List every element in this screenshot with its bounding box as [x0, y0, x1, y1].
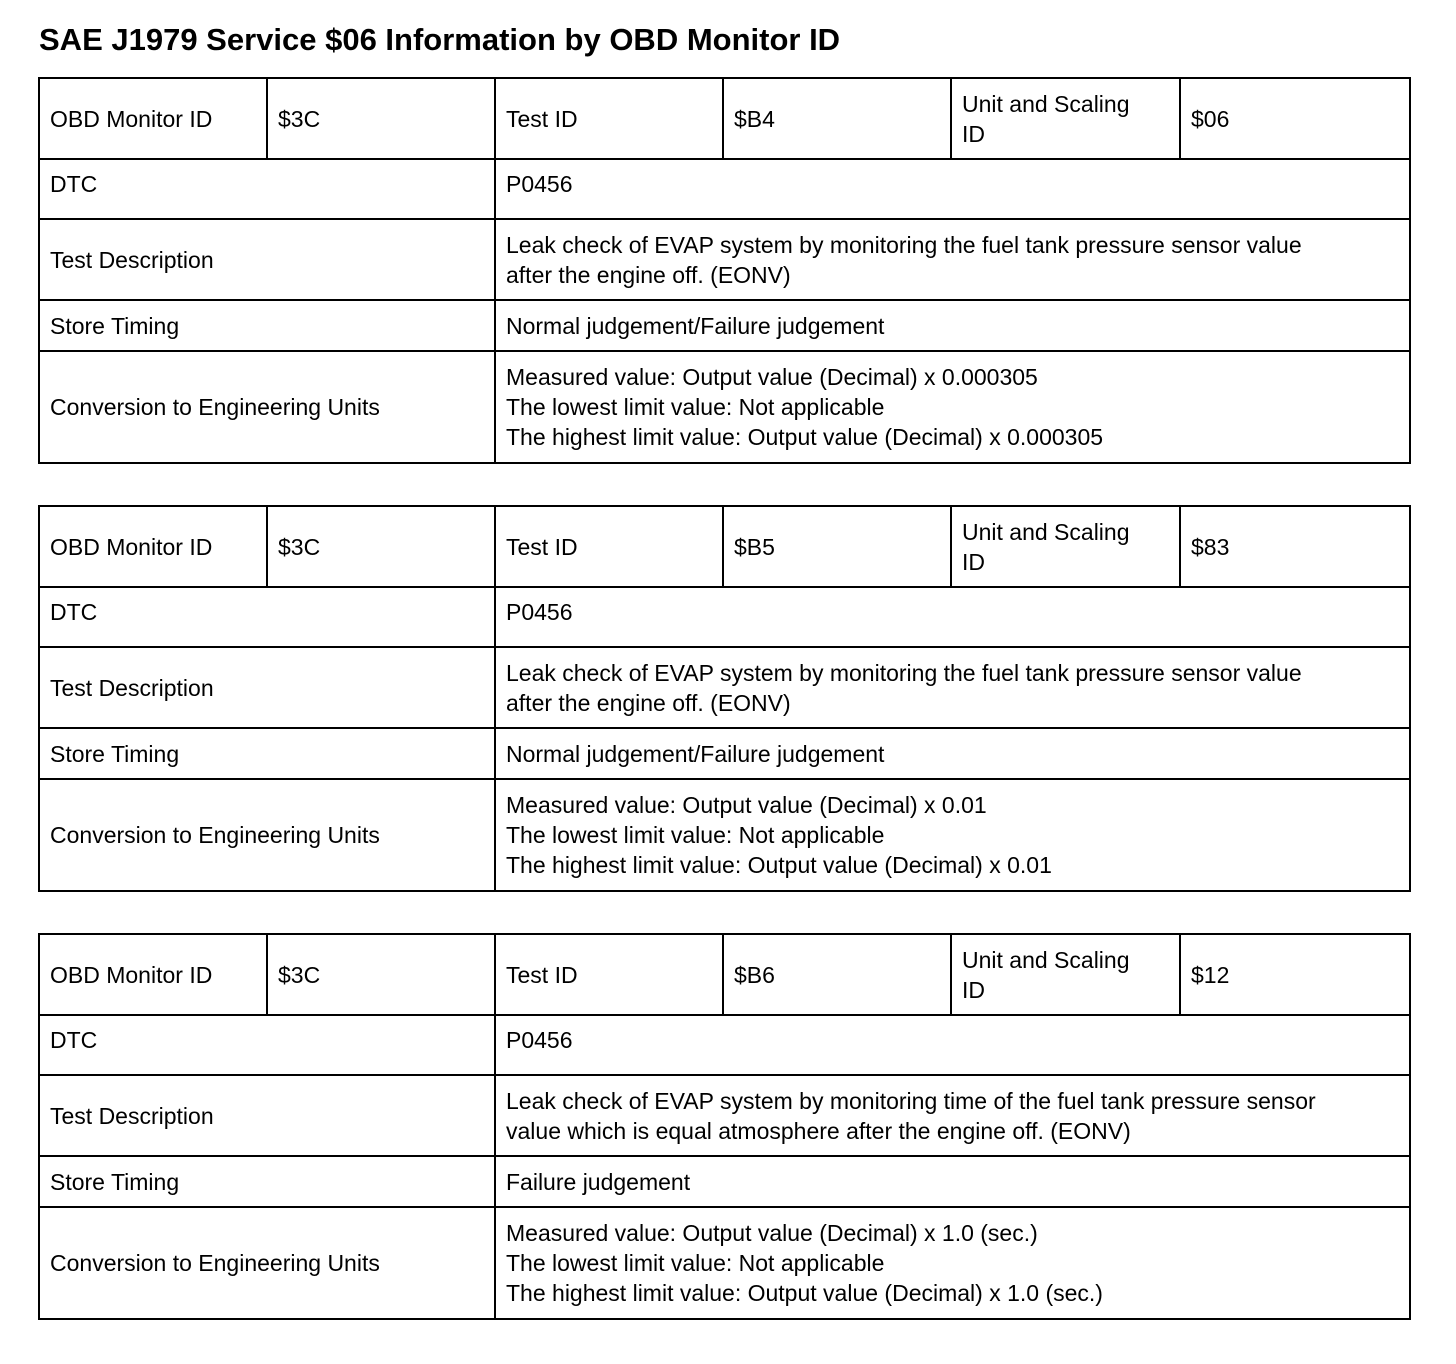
- conversion-label: Conversion to Engineering Units: [39, 351, 495, 463]
- conversion-label: Conversion to Engineering Units: [39, 779, 495, 891]
- conversion-label: Conversion to Engineering Units: [39, 1207, 495, 1319]
- service-06-table: [38, 933, 1411, 1320]
- test-description-row: [39, 219, 1410, 300]
- test-id-label: Test ID: [495, 506, 723, 587]
- conversion-row: [39, 779, 1410, 891]
- dtc-value: P0456: [495, 587, 1410, 647]
- test-id-label: Test ID: [495, 78, 723, 159]
- unit-scaling-id-label: Unit and Scaling ID: [951, 934, 1180, 1015]
- dtc-value: P0456: [495, 159, 1410, 219]
- dtc-row: [39, 1015, 1410, 1075]
- test-description-label: Test Description: [39, 1075, 495, 1156]
- obd-monitor-id-value: $3C: [267, 506, 495, 587]
- store-timing-value: Failure judgement: [495, 1156, 1410, 1207]
- page-title: SAE J1979 Service $06 Information by OBD Monitor ID: [39, 22, 841, 57]
- obd-monitor-id-label: OBD Monitor ID: [39, 78, 267, 159]
- unit-scaling-id-value: $83: [1180, 506, 1410, 587]
- test-id-label: Test ID: [495, 934, 723, 1015]
- header-row: [39, 506, 1410, 587]
- test-description-label: Test Description: [39, 647, 495, 728]
- conversion-value: Measured value: Output value (Decimal) x 1.0 (sec.) The lowest limit value: Not applicable The highest limit value: Output value (Decimal) x 1.0 (sec.): [495, 1207, 1410, 1319]
- unit-scaling-id-label: Unit and Scaling ID: [951, 78, 1180, 159]
- conversion-row: [39, 1207, 1410, 1319]
- test-description-value: Leak check of EVAP system by monitoring time of the fuel tank pressure sensor value which is equal atmosphere after the engine off. (EONV): [495, 1075, 1410, 1156]
- store-timing-value: Normal judgement/Failure judgement: [495, 728, 1410, 779]
- obd-monitor-id-label: OBD Monitor ID: [39, 934, 267, 1015]
- store-timing-row: [39, 1156, 1410, 1207]
- unit-scaling-id-label: Unit and Scaling ID: [951, 506, 1180, 587]
- dtc-row: [39, 159, 1410, 219]
- store-timing-row: [39, 300, 1410, 351]
- test-id-value: $B4: [723, 78, 951, 159]
- test-description-value: Leak check of EVAP system by monitoring the fuel tank pressure sensor value after the engine off. (EONV): [495, 647, 1410, 728]
- service-06-table: [38, 77, 1411, 464]
- store-timing-label: Store Timing: [39, 728, 495, 779]
- obd-monitor-id-value: $3C: [267, 934, 495, 1015]
- header-row: [39, 78, 1410, 159]
- test-description-row: [39, 1075, 1410, 1156]
- obd-monitor-id-value: $3C: [267, 78, 495, 159]
- service-06-table: [38, 505, 1411, 892]
- store-timing-label: Store Timing: [39, 300, 495, 351]
- test-description-label: Test Description: [39, 219, 495, 300]
- test-id-value: $B6: [723, 934, 951, 1015]
- conversion-value: Measured value: Output value (Decimal) x 0.000305 The lowest limit value: Not applicable The highest limit value: Output value (Decimal) x 0.000305: [495, 351, 1410, 463]
- dtc-label: DTC: [39, 1015, 495, 1075]
- test-description-value: Leak check of EVAP system by monitoring the fuel tank pressure sensor value after the engine off. (EONV): [495, 219, 1410, 300]
- dtc-label: DTC: [39, 159, 495, 219]
- store-timing-value: Normal judgement/Failure judgement: [495, 300, 1410, 351]
- header-row: [39, 934, 1410, 1015]
- obd-monitor-id-label: OBD Monitor ID: [39, 506, 267, 587]
- dtc-row: [39, 587, 1410, 647]
- conversion-row: [39, 351, 1410, 463]
- test-description-row: [39, 647, 1410, 728]
- dtc-value: P0456: [495, 1015, 1410, 1075]
- unit-scaling-id-value: $06: [1180, 78, 1410, 159]
- test-id-value: $B5: [723, 506, 951, 587]
- conversion-value: Measured value: Output value (Decimal) x 0.01 The lowest limit value: Not applicable The highest limit value: Output value (Decimal) x 0.01: [495, 779, 1410, 891]
- store-timing-row: [39, 728, 1410, 779]
- unit-scaling-id-value: $12: [1180, 934, 1410, 1015]
- dtc-label: DTC: [39, 587, 495, 647]
- store-timing-label: Store Timing: [39, 1156, 495, 1207]
